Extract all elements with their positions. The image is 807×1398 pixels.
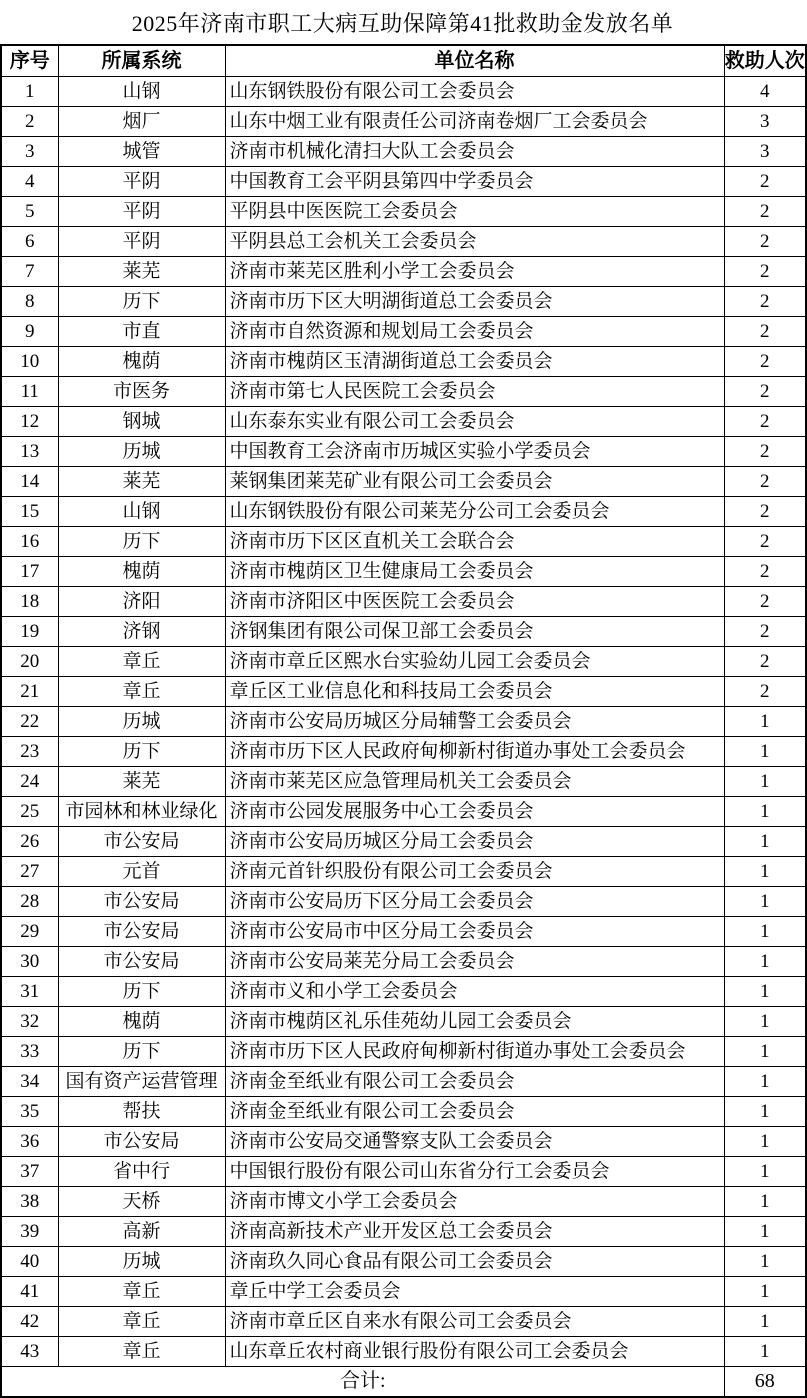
table-row bbox=[1, 677, 806, 707]
cell-unit: 济南金至纸业有限公司工会委员会 bbox=[225, 1097, 724, 1127]
cell-unit: 平阴县中医医院工会委员会 bbox=[225, 197, 724, 227]
cell-system: 济阳 bbox=[58, 587, 225, 617]
cell-seq: 10 bbox=[1, 347, 58, 377]
relief-fund-table bbox=[0, 44, 807, 1398]
cell-unit: 济南金至纸业有限公司工会委员会 bbox=[225, 1067, 724, 1097]
cell-system: 历城 bbox=[58, 437, 225, 467]
cell-system: 历城 bbox=[58, 1247, 225, 1277]
cell-unit: 莱钢集团莱芜矿业有限公司工会委员会 bbox=[225, 467, 724, 497]
cell-unit: 济南市历下区大明湖街道总工会委员会 bbox=[225, 287, 724, 317]
cell-count: 1 bbox=[724, 1037, 806, 1067]
cell-count: 1 bbox=[724, 767, 806, 797]
cell-unit: 济南市槐荫区玉清湖街道总工会委员会 bbox=[225, 347, 724, 377]
cell-unit: 济南元首针织股份有限公司工会委员会 bbox=[225, 857, 724, 887]
cell-count: 3 bbox=[724, 137, 806, 167]
table-row bbox=[1, 1277, 806, 1307]
cell-system: 市公安局 bbox=[58, 1127, 225, 1157]
cell-system: 历下 bbox=[58, 527, 225, 557]
cell-seq: 24 bbox=[1, 767, 58, 797]
cell-seq: 13 bbox=[1, 437, 58, 467]
cell-seq: 6 bbox=[1, 227, 58, 257]
cell-count: 2 bbox=[724, 407, 806, 437]
table-row bbox=[1, 437, 806, 467]
cell-unit: 中国教育工会平阴县第四中学委员会 bbox=[225, 167, 724, 197]
table-row bbox=[1, 407, 806, 437]
cell-seq: 2 bbox=[1, 107, 58, 137]
cell-count: 2 bbox=[724, 197, 806, 227]
cell-seq: 26 bbox=[1, 827, 58, 857]
cell-seq: 21 bbox=[1, 677, 58, 707]
cell-unit: 济南市公安局市中区分局工会委员会 bbox=[225, 917, 724, 947]
cell-system: 济钢 bbox=[58, 617, 225, 647]
cell-seq: 22 bbox=[1, 707, 58, 737]
cell-system: 国有资产运营管理 bbox=[58, 1067, 225, 1097]
cell-seq: 28 bbox=[1, 887, 58, 917]
table-row bbox=[1, 1007, 806, 1037]
table-row bbox=[1, 107, 806, 137]
table-row bbox=[1, 1067, 806, 1097]
footer-total-value: 68 bbox=[724, 1367, 806, 1398]
cell-count: 1 bbox=[724, 1187, 806, 1217]
table-row bbox=[1, 857, 806, 887]
table-row bbox=[1, 1157, 806, 1187]
table-row bbox=[1, 947, 806, 977]
cell-system: 高新 bbox=[58, 1217, 225, 1247]
cell-system: 历下 bbox=[58, 977, 225, 1007]
table-row bbox=[1, 317, 806, 347]
table-row bbox=[1, 587, 806, 617]
cell-unit: 济南市公安局历城区分局辅警工会委员会 bbox=[225, 707, 724, 737]
cell-seq: 20 bbox=[1, 647, 58, 677]
cell-unit: 济南市槐荫区卫生健康局工会委员会 bbox=[225, 557, 724, 587]
cell-system: 历城 bbox=[58, 707, 225, 737]
cell-unit: 济南市济阳区中医医院工会委员会 bbox=[225, 587, 724, 617]
cell-count: 2 bbox=[724, 287, 806, 317]
cell-seq: 15 bbox=[1, 497, 58, 527]
table-row bbox=[1, 257, 806, 287]
col-header-system: 所属系统 bbox=[58, 45, 225, 77]
table-header bbox=[1, 45, 806, 77]
cell-unit: 济南市公安局历下区分局工会委员会 bbox=[225, 887, 724, 917]
cell-count: 1 bbox=[724, 1097, 806, 1127]
cell-seq: 8 bbox=[1, 287, 58, 317]
cell-unit: 章丘中学工会委员会 bbox=[225, 1277, 724, 1307]
header-row bbox=[1, 45, 806, 77]
table-body bbox=[1, 77, 806, 1367]
cell-system: 平阴 bbox=[58, 197, 225, 227]
cell-seq: 38 bbox=[1, 1187, 58, 1217]
cell-count: 2 bbox=[724, 467, 806, 497]
cell-seq: 12 bbox=[1, 407, 58, 437]
cell-system: 市公安局 bbox=[58, 947, 225, 977]
table-row bbox=[1, 377, 806, 407]
cell-count: 2 bbox=[724, 647, 806, 677]
cell-system: 市园林和林业绿化 bbox=[58, 797, 225, 827]
cell-unit: 山东钢铁股份有限公司工会委员会 bbox=[225, 77, 724, 107]
table-row bbox=[1, 137, 806, 167]
table-row bbox=[1, 557, 806, 587]
cell-unit: 济南市公安局交通警察支队工会委员会 bbox=[225, 1127, 724, 1157]
cell-seq: 7 bbox=[1, 257, 58, 287]
cell-count: 4 bbox=[724, 77, 806, 107]
cell-count: 2 bbox=[724, 497, 806, 527]
cell-unit: 济南市第七人民医院工会委员会 bbox=[225, 377, 724, 407]
table-row bbox=[1, 977, 806, 1007]
cell-count: 1 bbox=[724, 857, 806, 887]
cell-count: 2 bbox=[724, 557, 806, 587]
cell-seq: 40 bbox=[1, 1247, 58, 1277]
cell-seq: 4 bbox=[1, 167, 58, 197]
cell-seq: 14 bbox=[1, 467, 58, 497]
cell-count: 2 bbox=[724, 587, 806, 617]
cell-count: 2 bbox=[724, 527, 806, 557]
cell-seq: 36 bbox=[1, 1127, 58, 1157]
footer-total-label: 合计: bbox=[1, 1367, 724, 1398]
cell-count: 1 bbox=[724, 1127, 806, 1157]
cell-seq: 27 bbox=[1, 857, 58, 887]
cell-seq: 39 bbox=[1, 1217, 58, 1247]
cell-seq: 34 bbox=[1, 1067, 58, 1097]
cell-system: 章丘 bbox=[58, 1337, 225, 1367]
cell-unit: 济南市义和小学工会委员会 bbox=[225, 977, 724, 1007]
cell-system: 历下 bbox=[58, 737, 225, 767]
cell-seq: 33 bbox=[1, 1037, 58, 1067]
cell-system: 槐荫 bbox=[58, 347, 225, 377]
table-row bbox=[1, 1217, 806, 1247]
cell-count: 2 bbox=[724, 347, 806, 377]
cell-count: 1 bbox=[724, 1337, 806, 1367]
cell-count: 1 bbox=[724, 947, 806, 977]
cell-count: 1 bbox=[724, 1277, 806, 1307]
table-row bbox=[1, 77, 806, 107]
cell-count: 3 bbox=[724, 107, 806, 137]
cell-unit: 中国教育工会济南市历城区实验小学委员会 bbox=[225, 437, 724, 467]
cell-system: 历下 bbox=[58, 1037, 225, 1067]
cell-seq: 37 bbox=[1, 1157, 58, 1187]
cell-system: 市公安局 bbox=[58, 917, 225, 947]
cell-seq: 41 bbox=[1, 1277, 58, 1307]
cell-seq: 32 bbox=[1, 1007, 58, 1037]
cell-seq: 3 bbox=[1, 137, 58, 167]
cell-count: 2 bbox=[724, 677, 806, 707]
table-row bbox=[1, 227, 806, 257]
cell-seq: 1 bbox=[1, 77, 58, 107]
cell-count: 1 bbox=[724, 917, 806, 947]
cell-unit: 济南市公安局历城区分局工会委员会 bbox=[225, 827, 724, 857]
cell-system: 槐荫 bbox=[58, 1007, 225, 1037]
table-row bbox=[1, 1127, 806, 1157]
table-row bbox=[1, 797, 806, 827]
cell-count: 1 bbox=[724, 977, 806, 1007]
cell-system: 莱芜 bbox=[58, 257, 225, 287]
table-row bbox=[1, 1247, 806, 1277]
cell-seq: 25 bbox=[1, 797, 58, 827]
cell-seq: 5 bbox=[1, 197, 58, 227]
table-row bbox=[1, 197, 806, 227]
col-header-unit: 单位名称 bbox=[225, 45, 724, 77]
cell-unit: 章丘区工业信息化和科技局工会委员会 bbox=[225, 677, 724, 707]
table-row bbox=[1, 767, 806, 797]
cell-system: 市公安局 bbox=[58, 887, 225, 917]
cell-system: 历下 bbox=[58, 287, 225, 317]
cell-seq: 31 bbox=[1, 977, 58, 1007]
cell-system: 章丘 bbox=[58, 1307, 225, 1337]
table-footer bbox=[1, 1367, 806, 1398]
page-title: 2025年济南市职工大病互助保障第41批救助金发放名单 bbox=[131, 10, 674, 36]
cell-system: 市公安局 bbox=[58, 827, 225, 857]
cell-count: 2 bbox=[724, 167, 806, 197]
cell-unit: 平阴县总工会机关工会委员会 bbox=[225, 227, 724, 257]
cell-system: 山钢 bbox=[58, 77, 225, 107]
cell-system: 元首 bbox=[58, 857, 225, 887]
cell-system: 山钢 bbox=[58, 497, 225, 527]
cell-count: 1 bbox=[724, 887, 806, 917]
cell-unit: 济南市历下区人民政府甸柳新村街道办事处工会委员会 bbox=[225, 1037, 724, 1067]
cell-count: 1 bbox=[724, 1007, 806, 1037]
cell-seq: 11 bbox=[1, 377, 58, 407]
cell-system: 莱芜 bbox=[58, 467, 225, 497]
cell-unit: 山东章丘农村商业银行股份有限公司工会委员会 bbox=[225, 1337, 724, 1367]
table-row bbox=[1, 1097, 806, 1127]
table-row bbox=[1, 527, 806, 557]
table-row bbox=[1, 737, 806, 767]
col-header-seq: 序号 bbox=[1, 45, 58, 77]
cell-system: 城管 bbox=[58, 137, 225, 167]
cell-seq: 18 bbox=[1, 587, 58, 617]
cell-unit: 济南市公园发展服务中心工会委员会 bbox=[225, 797, 724, 827]
cell-seq: 19 bbox=[1, 617, 58, 647]
table-row bbox=[1, 467, 806, 497]
cell-count: 2 bbox=[724, 617, 806, 647]
cell-system: 市医务 bbox=[58, 377, 225, 407]
cell-count: 1 bbox=[724, 707, 806, 737]
cell-seq: 23 bbox=[1, 737, 58, 767]
table-row bbox=[1, 827, 806, 857]
cell-system: 章丘 bbox=[58, 1277, 225, 1307]
table-row bbox=[1, 497, 806, 527]
cell-count: 2 bbox=[724, 227, 806, 257]
cell-seq: 29 bbox=[1, 917, 58, 947]
cell-unit: 济南市莱芜区应急管理局机关工会委员会 bbox=[225, 767, 724, 797]
cell-count: 1 bbox=[724, 827, 806, 857]
cell-count: 2 bbox=[724, 257, 806, 287]
table-row bbox=[1, 647, 806, 677]
cell-system: 莱芜 bbox=[58, 767, 225, 797]
cell-unit: 山东泰东实业有限公司工会委员会 bbox=[225, 407, 724, 437]
cell-system: 省中行 bbox=[58, 1157, 225, 1187]
table-row bbox=[1, 1307, 806, 1337]
cell-unit: 山东中烟工业有限责任公司济南卷烟厂工会委员会 bbox=[225, 107, 724, 137]
cell-unit: 济南市历下区区直机关工会联合会 bbox=[225, 527, 724, 557]
table-row bbox=[1, 917, 806, 947]
table-row bbox=[1, 347, 806, 377]
cell-count: 1 bbox=[724, 737, 806, 767]
cell-system: 平阴 bbox=[58, 167, 225, 197]
cell-unit: 济南市自然资源和规划局工会委员会 bbox=[225, 317, 724, 347]
table-row bbox=[1, 1187, 806, 1217]
cell-unit: 济南市槐荫区礼乐佳苑幼儿园工会委员会 bbox=[225, 1007, 724, 1037]
cell-seq: 35 bbox=[1, 1097, 58, 1127]
cell-count: 1 bbox=[724, 1307, 806, 1337]
cell-seq: 16 bbox=[1, 527, 58, 557]
cell-seq: 42 bbox=[1, 1307, 58, 1337]
cell-unit: 济南市机械化清扫大队工会委员会 bbox=[225, 137, 724, 167]
cell-count: 1 bbox=[724, 1157, 806, 1187]
table-row bbox=[1, 707, 806, 737]
cell-unit: 济南高新技术产业开发区总工会委员会 bbox=[225, 1217, 724, 1247]
cell-unit: 济钢集团有限公司保卫部工会委员会 bbox=[225, 617, 724, 647]
cell-unit: 中国银行股份有限公司山东省分行工会委员会 bbox=[225, 1157, 724, 1187]
col-header-count: 救助人次 bbox=[724, 45, 806, 77]
cell-seq: 17 bbox=[1, 557, 58, 587]
cell-system: 槐荫 bbox=[58, 557, 225, 587]
cell-count: 1 bbox=[724, 1217, 806, 1247]
table-row bbox=[1, 887, 806, 917]
cell-system: 天桥 bbox=[58, 1187, 225, 1217]
cell-unit: 济南市章丘区熙水台实验幼儿园工会委员会 bbox=[225, 647, 724, 677]
footer-row bbox=[1, 1367, 806, 1398]
cell-unit: 济南市博文小学工会委员会 bbox=[225, 1187, 724, 1217]
cell-system: 帮扶 bbox=[58, 1097, 225, 1127]
cell-system: 平阴 bbox=[58, 227, 225, 257]
cell-system: 市直 bbox=[58, 317, 225, 347]
cell-system: 章丘 bbox=[58, 677, 225, 707]
cell-unit: 山东钢铁股份有限公司莱芜分公司工会委员会 bbox=[225, 497, 724, 527]
table-row bbox=[1, 1337, 806, 1367]
table-row bbox=[1, 1037, 806, 1067]
cell-system: 章丘 bbox=[58, 647, 225, 677]
cell-count: 2 bbox=[724, 437, 806, 467]
cell-seq: 43 bbox=[1, 1337, 58, 1367]
cell-unit: 济南市公安局莱芜分局工会委员会 bbox=[225, 947, 724, 977]
cell-unit: 济南市章丘区自来水有限公司工会委员会 bbox=[225, 1307, 724, 1337]
table-row bbox=[1, 167, 806, 197]
cell-system: 钢城 bbox=[58, 407, 225, 437]
cell-count: 1 bbox=[724, 1067, 806, 1097]
cell-unit: 济南市莱芜区胜利小学工会委员会 bbox=[225, 257, 724, 287]
cell-unit: 济南市历下区人民政府甸柳新村街道办事处工会委员会 bbox=[225, 737, 724, 767]
cell-seq: 30 bbox=[1, 947, 58, 977]
cell-seq: 9 bbox=[1, 317, 58, 347]
cell-system: 烟厂 bbox=[58, 107, 225, 137]
cell-count: 1 bbox=[724, 797, 806, 827]
cell-count: 2 bbox=[724, 377, 806, 407]
cell-count: 1 bbox=[724, 1247, 806, 1277]
cell-count: 2 bbox=[724, 317, 806, 347]
table-row bbox=[1, 287, 806, 317]
cell-unit: 济南玖久同心食品有限公司工会委员会 bbox=[225, 1247, 724, 1277]
table-row bbox=[1, 617, 806, 647]
